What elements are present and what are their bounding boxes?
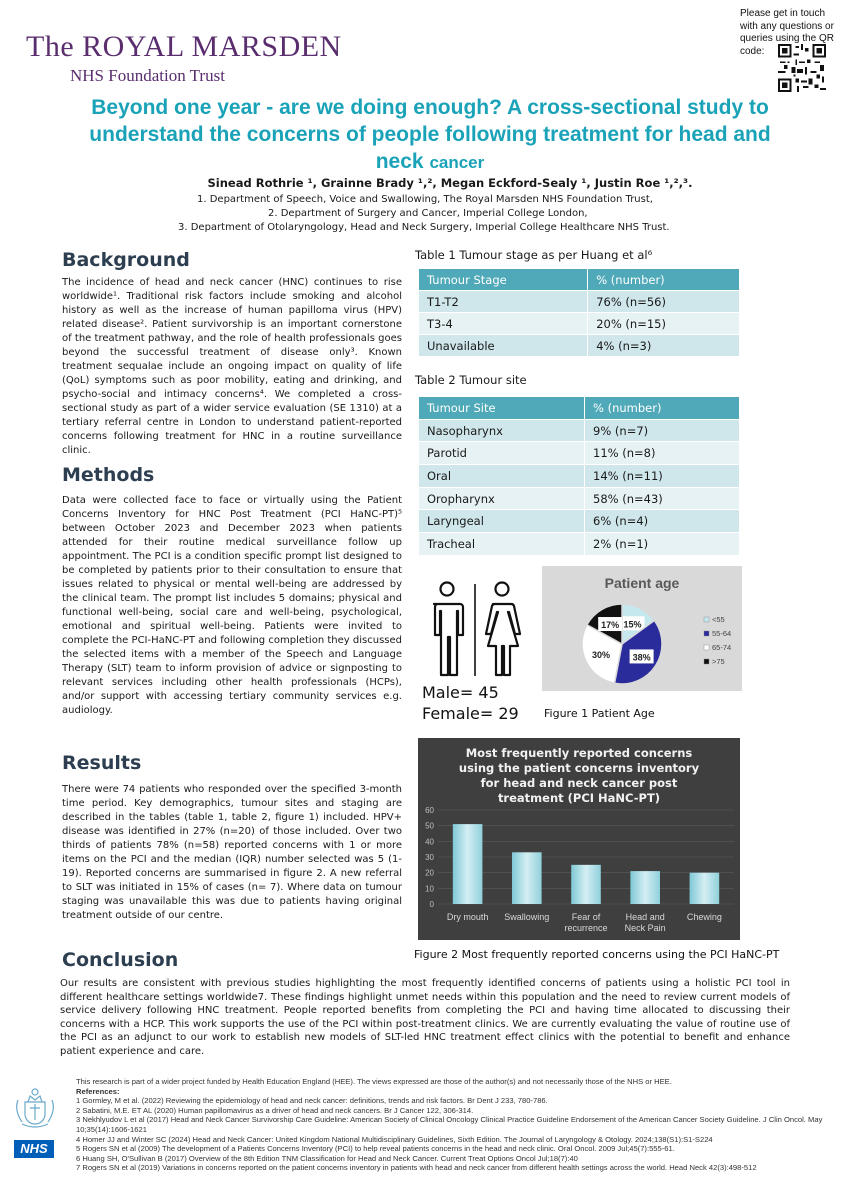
table2-cell: 11% (n=8) <box>585 442 740 465</box>
table2-cell: 2% (n=1) <box>585 533 740 556</box>
y-tick-label: 60 <box>425 806 434 815</box>
funding-statement: This research is part of a wider project funded by Health Education England (HEE). The views expressed are those of the author(s) and not necessarily those of the NHS or HEE. <box>76 1077 672 1086</box>
table1-header-0: Tumour Stage <box>419 269 588 291</box>
concerns-bar-chart <box>418 738 740 940</box>
bar-title-line: for head and neck cancer post <box>480 776 678 790</box>
legend-swatch <box>704 617 709 622</box>
tumour-stage-table <box>418 268 740 357</box>
svg-text:38%: 38% <box>632 652 651 663</box>
poster-title <box>40 94 820 176</box>
title-line-3a: neck <box>375 150 430 173</box>
title-line-3b: cancer <box>429 153 485 172</box>
reference-item: 3 Nekhlyudov L et al (2017) Head and Neck Cancer Survivorship Care Guideline: American Society of Clinical Oncology Clinical Practice Guideline Endorsement of the American Cancer Society Guideline. J Clin Oncol. May 10;35(14):1606-1621 <box>76 1115 823 1134</box>
x-tick-label: Chewing <box>686 912 722 922</box>
royal-marsden-logo: The ROYAL MARSDEN <box>26 30 342 63</box>
author-list: Sinead Rothrie ¹, Grainne Brady ¹,², Megan Eckford-Sealy ¹, Justin Roe ¹,²,³. <box>207 176 693 190</box>
table1-cell: Unavailable <box>419 335 588 357</box>
title-line-1: Beyond one year - are we doing enough? A cross-sectional study to <box>91 96 769 119</box>
concerns-bar-svg <box>418 738 740 940</box>
table1-cell: 20% (n=15) <box>588 313 740 335</box>
qr-instructions: Please get in touch with any questions or queries using the QR code: <box>740 8 834 57</box>
legend-label: 65-74 <box>712 643 732 652</box>
pie-title: Patient age <box>604 575 680 591</box>
table1-cell: T3-4 <box>419 313 588 335</box>
table2-cell: 14% (n=11) <box>585 465 740 488</box>
reference-item: 5 Rogers SN et al (2009) The development of a Patients Concerns Inventory (PCI) to help reveal patients concerns in the head and neck clinic. Oral Oncol. 2009 Jul;45(7):555-61. <box>76 1144 675 1154</box>
references-title: References: <box>76 1086 120 1096</box>
figure1-caption: Figure 1 Patient Age <box>544 707 655 720</box>
table-row <box>419 487 740 510</box>
reference-item: 4 Homer JJ and Winter SC (2024) Head and Neck Cancer: United Kingdom National Multidisciplinary Guidelines, Sixth Edition. The Journal of Laryngology & Otology. 2024;138(S1):S1-S224 <box>76 1134 713 1144</box>
methods-heading: Methods <box>62 464 155 486</box>
results-text: There were 74 patients who responded over the specified 3-month time period. Key demographics, tumour sites and staging are described in the tables (table 1, table 2, figure 1) included. HPV+ disease was identified in 27% (n=20) of those included. Over two thirds of patients 78% (n=58) reported concerns with 1 or more items on the PCI and the median (IQR) number selected was 5 (1-19). Reported concerns are summarised in figure 2. A new referral to SLT was initiated in 15% of cases (n= 7). Where data on tumour staging was unavailable this was due to patients having original treatment outside of our centre. <box>62 784 402 921</box>
table1-cell: T1-T2 <box>419 291 588 313</box>
affiliation-1: 1. Department of Speech, Voice and Swallowing, The Royal Marsden NHS Foundation Trust, <box>197 194 653 205</box>
reference-item: 7 Rogers SN et al (2019) Variations in concerns reported on the patient concerns inventory in patients with head and neck cancer from different health settings across the world. Head Neck 42(3):498-512 <box>76 1163 757 1173</box>
legend-label: 55-64 <box>712 629 732 638</box>
x-tick-label: Dry mouth <box>446 912 489 922</box>
table2-cell: Laryngeal <box>419 510 585 533</box>
footer-references <box>76 1077 836 1173</box>
legend-swatch <box>704 631 709 636</box>
methods-text: Data were collected face to face or virtually using the Patient Concerns Inventory for HNC Post Treatment (PCI HaNC-PT)⁵ between October 2023 and December 2023 when patients attended for their routine medical surveillance follow up appointment. The PCI is a condition specific prompt list designed to be completed by patients prior to their consultation to ensure that issues related to physical or mental well-being are addressed by the clinical team. The prompt list includes 5 domains; physical and functional well-being, social care and well-being, psychological, emotional and spiritual well-being. Patients were invited to complete the PCI-HaNC-PT and following completion they discussed the selected items with a member of the Speech and Language Therapy (SLT) team to inform provision of advice or signposting to relevant services including other health professionals (HCPs), and/or support with accessing tertiary community services e.g. audiology. <box>62 495 402 716</box>
bar-title-line: Most frequently reported concerns <box>465 746 693 760</box>
qr-code-icon[interactable] <box>778 44 826 92</box>
table1-caption: Table 1 Tumour stage as per Huang et al⁶ <box>415 248 653 262</box>
reference-item: 6 Huang SH, O'Sullivan B (2017) Overview of the 8th Edition TNM Classification for Head and Neck Cancer. Current Treat Options Oncol Jul;18(7):40 <box>76 1153 578 1163</box>
table2-caption: Table 2 Tumour site <box>415 373 527 387</box>
conclusion-text: Our results are consistent with previous studies highlighting the most frequently identified concerns of patients using a holistic PCI tool in different healthcare settings worldwide7. These findings highlight unmet needs within this population and the need to review current models of service delivery following HNC treatment. People reported benefits from completing the PCI and having time allocated to discussing their concerns with a HCP. This work supports the use of the PCI within post-treatment clinics. We are currently evaluating the value of routine use of the PCI as an adjunct to our work to establish new models of SLT-led HNC treatment effect clinics with the potential to benefit and enhance patient experience and care. <box>60 978 790 1057</box>
y-tick-label: 10 <box>425 884 434 894</box>
title-line-2: understand the concerns of people following treatment for head and <box>89 123 771 146</box>
legend-swatch <box>704 645 709 650</box>
conclusion-heading: Conclusion <box>62 949 179 971</box>
male-female-icon <box>420 580 530 680</box>
table-row <box>419 510 740 533</box>
pie-data-label <box>630 649 654 663</box>
table-row <box>419 533 740 556</box>
y-tick-label: 20 <box>425 868 434 878</box>
legend-label: >75 <box>712 657 725 666</box>
patient-age-pie <box>542 566 742 691</box>
table2-cell: Tracheal <box>419 533 585 556</box>
table-row <box>419 465 740 488</box>
table2-cell: 9% (n=7) <box>585 419 740 442</box>
x-tick-label: Fear of <box>571 912 601 922</box>
tumour-site-table <box>418 396 740 556</box>
x-tick-label: Swallowing <box>504 912 550 922</box>
y-tick-label: 30 <box>425 853 434 862</box>
svg-text:17%: 17% <box>601 620 620 631</box>
table-row <box>419 442 740 465</box>
background-text: The incidence of head and neck cancer (HNC) continues to rise worldwide¹. Traditional risk factors include smoking and alcohol history as well as the increase of human papilloma virus (HPV) related disease². Patient survivorship is an important cornerstone of the treatment pathway, and the role of health professionals goes beyond the successful treatment of disease only³. Known treatment sequalae include an ongoing impact on quality of life (QoL) symptoms such as poor mobility, eating and drinking, and psycho-social and intimacy concerns⁴. We completed a cross-sectional study as part of a wider service evaluation (SE 1310) at a tertiary referral centre in London to understand patient-reported concerns following treatment for HNC in a routine surveillance clinic. <box>62 277 402 456</box>
bar <box>690 873 720 904</box>
affiliation-3: 3. Department of Otolaryngology, Head and Neck Surgery, Imperial College Healthcare NHS Trust. <box>178 222 670 233</box>
table2-cell: Parotid <box>419 442 585 465</box>
bar <box>512 852 542 904</box>
pie-data-label <box>598 617 622 631</box>
bar <box>453 824 483 904</box>
table-row <box>419 291 740 313</box>
x-tick-label: Head and <box>625 912 665 922</box>
table2-cell: Oropharynx <box>419 487 585 510</box>
svg-text:15%: 15% <box>623 619 642 630</box>
table1-cell: 76% (n=56) <box>588 291 740 313</box>
background-heading: Background <box>62 249 190 271</box>
x-tick-label: Neck Pain <box>624 923 666 933</box>
results-heading: Results <box>62 752 142 774</box>
y-tick-label: 50 <box>425 821 434 831</box>
reference-item: 2 Sabatini, M.E. ET AL (2020) Human papillomavirus as a driver of head and neck cancers. Br J Cancer 122, 306-314. <box>76 1105 474 1115</box>
bar <box>571 865 601 904</box>
table2-cell: 6% (n=4) <box>585 510 740 533</box>
table-row <box>419 335 740 357</box>
royal-marsden-crest-icon <box>10 1080 60 1130</box>
pie-data-label <box>621 616 645 630</box>
male-count: Male= 45 <box>422 683 499 702</box>
reference-item: 1 Gormley, M et al. (2022) Reviewing the epidemiology of head and neck cancer: definitions, trends and risk factors. Br Dent J 233, 780-786. <box>76 1096 548 1106</box>
table2-cell: Oral <box>419 465 585 488</box>
pie-data-label <box>589 647 613 661</box>
figure2-caption: Figure 2 Most frequently reported concerns using the PCI HaNC-PT <box>414 948 780 961</box>
bar-title-line: treatment (PCI HaNC-PT) <box>497 791 661 805</box>
table2-cell: 58% (n=43) <box>585 487 740 510</box>
table1-cell: 4% (n=3) <box>588 335 740 357</box>
svg-text:30%: 30% <box>592 649 611 660</box>
legend-label: <55 <box>712 615 725 624</box>
bar-title-line: using the patient concerns inventory <box>458 761 700 775</box>
reference-list <box>76 1096 836 1173</box>
patient-age-chart <box>542 566 742 691</box>
table2-cell: Nasopharynx <box>419 419 585 442</box>
y-tick-label: 0 <box>429 900 434 909</box>
y-tick-label: 40 <box>425 837 434 847</box>
x-tick-label: recurrence <box>564 923 608 933</box>
logo-subtitle: NHS Foundation Trust <box>70 66 225 85</box>
female-count: Female= 29 <box>422 704 519 723</box>
bar <box>630 871 660 904</box>
table-row <box>419 419 740 442</box>
legend-swatch <box>704 659 709 664</box>
nhs-logo: NHS <box>14 1140 54 1158</box>
table1-header-1: % (number) <box>588 269 740 291</box>
table2-header-1: % (number) <box>585 397 740 420</box>
table-row <box>419 313 740 335</box>
table2-header-0: Tumour Site <box>419 397 585 420</box>
title-line-3 <box>40 148 820 176</box>
affiliation-2: 2. Department of Surgery and Cancer, Imperial College London, <box>268 208 588 219</box>
